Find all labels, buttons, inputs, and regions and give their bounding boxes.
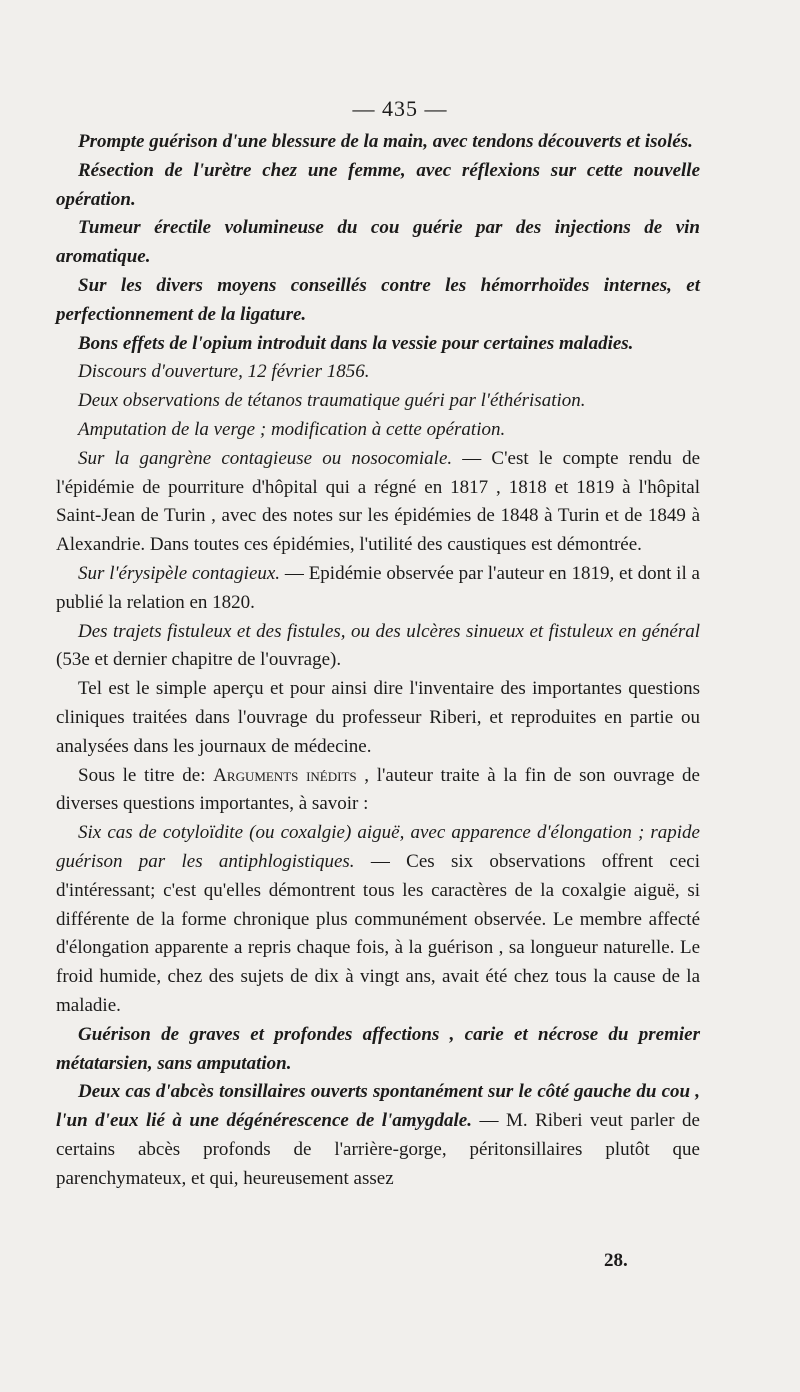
entry-6: Discours d'ouverture, 12 février 1856. [78, 361, 370, 383]
entry-5: Bons effets de l'opium introduit dans la vessie pour certaines maladies. [78, 332, 634, 354]
entry-10: Sur l'érysipèle contagieux. — Epidémie observée par l'auteur en 1819, et dont il a publié la relation en 1820. [56, 562, 700, 613]
entry-9: Sur la gangrène contagieuse ou nosocomiale. — C'est le compte rendu de l'épidémie de pourriture d'hôpital qui a régné en 1817 , 1818 et 1819 à l'hôpital Saint-Jean de Turin , avec des notes sur les épidémies de 1848 à Turin et de 1849 à Alexandrie. Dans toutes ces épidémies, l'utilité des caustiques est démontrée. [56, 447, 700, 556]
entry-1: Prompte guérison d'une blessure de la main, avec tendons découverts et isolés. [78, 131, 693, 152]
entry-2: Résection de l'urètre chez une femme, avec réflexions sur cette nouvelle opération. [56, 159, 700, 210]
page-number: — 435 — [352, 96, 448, 121]
paragraph-summary: Tel est le simple aperçu et pour ainsi dire l'inventaire des importantes questions cliniques traitées dans l'ouvrage du professeur Riberi, et reproduites en partie ou analysées dans les journaux de médecine. [56, 678, 700, 757]
paragraph-arguments: Sous le titre de: Arguments inédits , l'auteur traite à la fin de son ouvrage de diverses questions importantes, à savoir : [56, 764, 700, 815]
entry-13: Guérison de graves et profondes affections , carie et nécrose du premier métatarsien, sans amputation. [56, 1023, 700, 1074]
entry-3: Tumeur érectile volumineuse du cou guérie par des injections de vin aromatique. [56, 217, 700, 268]
entry-11: Des trajets fistuleux et des fistules, ou des ulcères sinueux et fistuleux en général (53e et dernier chapitre de l'ouvrage). [56, 620, 700, 671]
entry-8: Amputation de la verge ; modification à cette opération. [78, 418, 506, 440]
entry-7: Deux observations de tétanos traumatique guéri par l'éthérisation. [78, 390, 586, 412]
entry-4: Sur les divers moyens conseillés contre les hémorrhoïdes internes, et perfectionnement de la ligature. [56, 274, 700, 325]
entry-14: Deux cas d'abcès tonsillaires ouverts spontanément sur le côté gauche du cou , l'un d'eux lié à une dégénérescence de l'amygdale. — M. Riberi veut parler de certains abcès profonds de l'arrière-gorge, péritonsillaires plutôt que parenchymateux, et qui, heureusement assez [56, 1081, 700, 1189]
page-body [56, 128, 700, 1193]
signature-mark: 28. [604, 1250, 628, 1271]
entry-12: Six cas de cotyloïdite (ou coxalgie) aiguë, avec apparence d'élongation ; rapide guérison par les antiphlogistiques. — Ces six observations offrent ceci d'intéressant; c'est qu'elles démontrent tous les caractères de la coxalgie aiguë, si différente de la forme chronique plus communément observée. Le membre affecté d'élongation apparente a repris chaque fois, à la guérison , sa longueur naturelle. Le froid humide, chez des sujets de dix à vingt ans, avait été chez tous la cause de la maladie. [56, 822, 700, 1016]
